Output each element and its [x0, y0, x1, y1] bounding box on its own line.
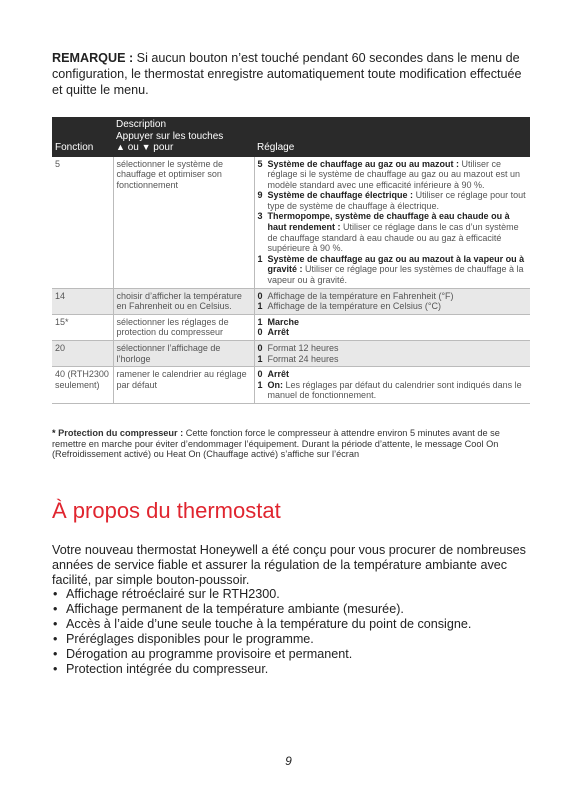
row-reglage [254, 288, 530, 314]
row-fonction: 5 [52, 157, 113, 289]
list-item: • Préréglages disponibles pour le programme. [52, 632, 471, 647]
row-description: sélectionner le système de chauffage et optimiser son fonctionnement [113, 157, 254, 289]
option-item: 0 Arrêt [257, 327, 290, 338]
option-item: 3 Thermopompe, système de chauffage à eau chaude ou à haut rendement : Utiliser ce réglage dans le cas d’un système de chauffage standard à eau chaude ou au gaz à efficacité supérieure à 90 %. [257, 211, 519, 254]
row-fonction: 14 [52, 288, 113, 314]
list-item: • Affichage permanent de la température ambiante (mesurée). [52, 602, 471, 617]
row-reglage [254, 341, 530, 367]
configuration-table [52, 117, 530, 404]
feature-list [52, 587, 471, 677]
list-item: • Affichage rétroéclairé sur le RTH2300. [52, 587, 471, 602]
row-fonction: 15* [52, 314, 113, 340]
table-row [52, 314, 530, 340]
up-arrow-icon: ▲ [116, 142, 125, 152]
row-reglage [254, 157, 530, 289]
option-item: 1 Système de chauffage au gaz ou au mazout à la vapeur ou à gravité : Utiliser ce réglage pour les systèmes de chauffage à la vapeur ou à gravité. [257, 253, 525, 286]
row-description: ramener le calendrier au réglage par défaut [113, 367, 254, 404]
table-row [52, 157, 530, 289]
table-header-row [52, 117, 530, 157]
option-item: 1 Format 24 heures [257, 353, 339, 364]
row-reglage [254, 367, 530, 404]
header-description-title: Description [116, 119, 167, 130]
note-label: REMARQUE : [52, 51, 134, 65]
page-number: 9 [285, 754, 292, 768]
header-ou: ou [124, 142, 142, 153]
option-item: 1 On: Les réglages par défaut du calendrier sont indiqués dans le manuel de fonctionnement. [257, 379, 522, 401]
header-reglage: Réglage [254, 117, 530, 157]
option-item: 5 Système de chauffage au gaz ou au mazout : Utiliser ce réglage si le système de chauffage au gaz ou au mazout est un modèle standard avec une efficacité inférieure à 90 %. [257, 158, 520, 190]
option-item: 1 Marche [257, 316, 300, 327]
section-title: À propos du thermostat [52, 498, 281, 523]
footnote-bold: Protection du compresseur : [58, 428, 184, 438]
row-description: sélectionner les réglages de protection du compresseur [113, 314, 254, 340]
header-description [113, 117, 254, 157]
option-item: 9 Système de chauffage électrique : Utiliser ce réglage pour tout type de système de chauffage à électrique. [257, 190, 526, 211]
note-text: Si aucun bouton n’est touché pendant 60 secondes dans le menu de configuration, le thermostat enregistre automatiquement toute modification effectuée et quitte le menu. [52, 51, 522, 97]
list-item: • Accès à l’aide d’une seule touche à la température du point de consigne. [52, 617, 471, 632]
list-item: • Protection intégrée du compresseur. [52, 662, 471, 677]
row-description: choisir d’afficher la température en Fahrenheit ou en Celsius. [113, 288, 254, 314]
row-description: sélectionner l’affichage de l’horloge [113, 341, 254, 367]
table-row [52, 367, 530, 404]
option-item: 0 Format 12 heures [257, 343, 339, 353]
option-item: 0 Affichage de la température en Fahrenheit (°F) [257, 290, 454, 301]
remarque-note [52, 50, 522, 98]
table-row [52, 341, 530, 367]
option-item: 1 Affichage de la température en Celsius (°C) [257, 301, 442, 312]
row-fonction: 20 [52, 341, 113, 367]
list-item: • Dérogation au programme provisoire et permanent. [52, 647, 471, 662]
section-intro: Votre nouveau thermostat Honeywell a été conçu pour vous procurer de nombreuses années de service fiable et assurer la régulation de la température ambiante avec facilité, par simple bouton-poussoir. [52, 543, 526, 587]
compressor-footnote [52, 428, 528, 460]
header-description-sub: Appuyer sur les touches [116, 130, 224, 142]
option-item: 0 Arrêt [257, 369, 290, 380]
footnote-text: Cette fonction force le compresseur à attendre environ 5 minutes avant de se remettre en marche pour éviter d’endommager l’équipement. Durant la période d’attente, le message Cool On (Refroidissement activé) ou Heat On (Chauffage activé) s’affiche sur l’écran [52, 428, 500, 460]
row-fonction: 40 (RTH2300 seulement) [52, 367, 113, 404]
row-reglage [254, 314, 530, 340]
table-row [52, 288, 530, 314]
header-fonction: Fonction [52, 117, 113, 157]
down-arrow-icon: ▼ [141, 142, 151, 152]
header-pour: pour [150, 142, 174, 153]
footnote-star: * [52, 428, 56, 438]
